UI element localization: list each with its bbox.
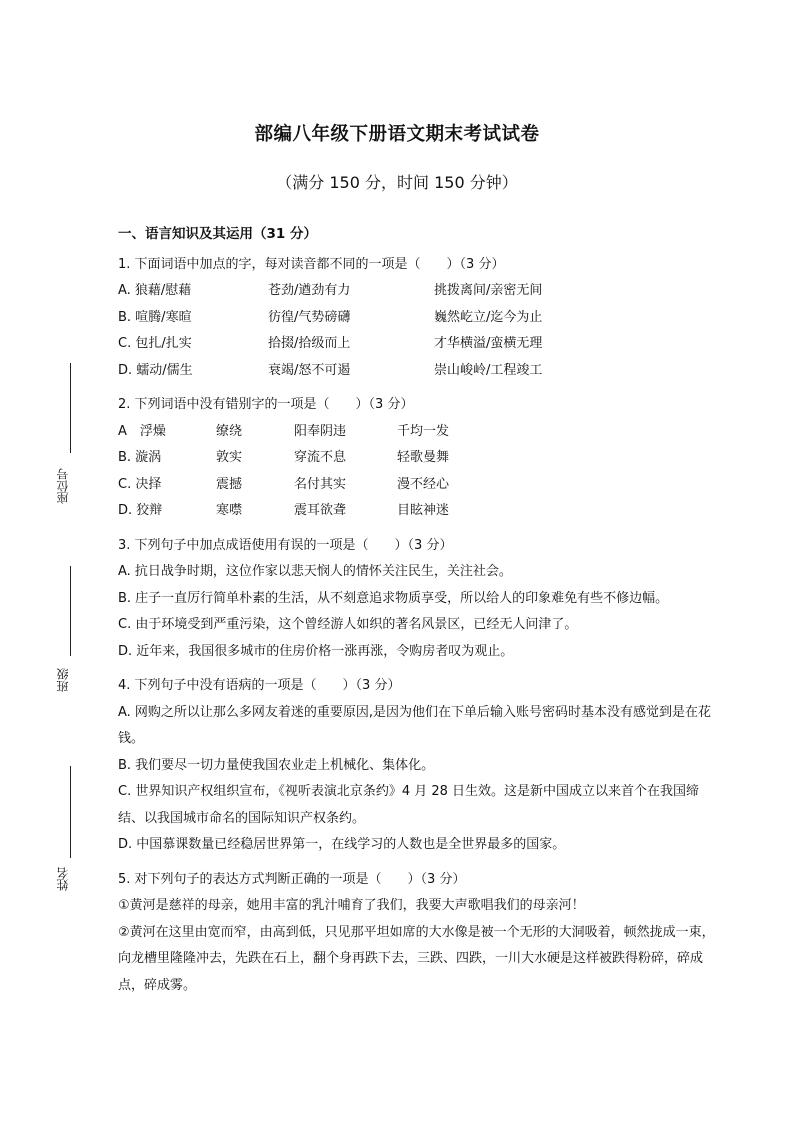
option-cell: 目眩神迷	[397, 503, 450, 518]
option-text: B. 庄子一直厉行简单朴素的生活，从不刻意追求物质享受，所以给人的印象难免有些不修边幅。	[118, 590, 669, 606]
option-cell: D. 蠕动/儒生	[118, 362, 193, 378]
question-stem: 2. 下列词语中没有错别字的一项是（ ）（3 分）	[118, 397, 414, 412]
option-cell: 穿流不息	[294, 450, 347, 465]
question-3	[118, 533, 718, 666]
option-cell: 彷徨/气势磅礴	[268, 309, 351, 325]
option-cell: 寒噤	[216, 503, 243, 518]
page-title: 部编八年级下册语文期末考试试卷	[254, 124, 540, 145]
question-stem: 1. 下面词语中加点的字，每对读音都不同的一项是（ ）（3 分）	[118, 256, 505, 272]
option-row	[118, 331, 718, 358]
option-cell: 名付其实	[294, 476, 347, 492]
question-stem: 5. 对下列句子的表达方式判断正确的一项是（ ）（3 分）	[118, 871, 466, 887]
option-text: B. 我们要尽一切力量使我国农业走上机械化、集体化。	[118, 757, 435, 773]
seat-line	[70, 363, 71, 453]
option-text: C. 世界知识产权组织宣布，《视听表演北京条约》4 月 28 日生效。这是新中国成立以来首个在我国缔结、以我国城市命名的国际知识产权条约。	[118, 784, 700, 826]
sentence-text: ①黄河是慈祥的母亲，她用丰富的乳汁哺育了我们，我要大声歌唱我们的母亲河！	[118, 898, 585, 913]
option-cell: 衰竭/怒不可遏	[268, 362, 351, 378]
class-label: 班级	[56, 668, 70, 692]
option-cell: B. 喧腾/寒暄	[118, 309, 192, 325]
option-row	[118, 498, 718, 525]
question-5	[118, 867, 718, 1000]
name-label: 姓名	[56, 867, 70, 891]
option-cell: 轻歌曼舞	[397, 450, 450, 465]
option-cell: 敦实	[216, 450, 243, 465]
option-cell: A. 狼藉/慰藉	[118, 283, 192, 298]
option-cell: D. 狡辩	[118, 503, 163, 518]
question-4	[118, 673, 718, 859]
page-subtitle: （满分 150 分，时间 150 分钟）	[276, 173, 518, 192]
option-cell: 巍然屹立/迄今为止	[434, 309, 543, 325]
option-cell: 苍劲/遒劲有力	[268, 283, 351, 298]
option-cell: 千均一发	[397, 423, 450, 439]
option-row	[118, 445, 718, 472]
option-cell: C. 决择	[118, 476, 162, 492]
class-line	[70, 566, 71, 656]
question-2	[118, 392, 718, 525]
question-stem: 4. 下列句子中没有语病的一项是（ ）（3 分）	[118, 678, 401, 693]
option-cell: 震撼	[216, 476, 243, 492]
option-cell: B. 漩涡	[118, 450, 162, 465]
option-cell: 阳奉阴违	[294, 423, 347, 439]
question-stem: 3. 下列句子中加点成语使用有误的一项是（ ）（3 分）	[118, 537, 453, 553]
option-row	[118, 472, 718, 499]
option-row	[118, 305, 718, 332]
sentence-text: ②黄河在这里由宽而窄，由高到低，只见那平坦如席的大水像是被一个无形的大洞吸着，顿然拢成一束，向龙槽里隆隆冲去，先跌在石上，翻个身再跌下去，三跌、四跌，一川大水硬是这样被跌得粉碎，碎成点，碎成雾。	[118, 924, 715, 993]
option-text: D. 近年来，我国很多城市的住房价格一涨再涨，令购房者叹为观止。	[118, 643, 514, 659]
option-cell: C. 包扎/扎实	[118, 336, 192, 351]
option-text: D. 中国慕课数量已经稳居世界第一，在线学习的人数也是全世界最多的国家。	[118, 837, 566, 852]
option-cell: 崇山峻岭/工程竣工	[434, 362, 543, 378]
option-text: C. 由于环境受到严重污染，这个曾经游人如织的著名风景区，已经无人问津了。	[118, 617, 578, 632]
option-cell: 漫不经心	[397, 476, 450, 492]
name-line	[70, 766, 71, 858]
exam-content	[118, 221, 718, 999]
option-text: A. 网购之所以让那么多网友着迷的重要原因,是因为他们在下单后输入账号密码时基本没有感觉到是在花钱。	[118, 704, 712, 746]
option-row	[118, 278, 718, 305]
option-cell: 拾掇/拾级而上	[268, 336, 351, 351]
option-cell: 才华横溢/蛮横无理	[434, 336, 543, 351]
question-1	[118, 252, 718, 385]
option-text: A. 抗日战争时期，这位作家以悲天悯人的情怀关注民生，关注社会。	[118, 564, 512, 579]
section-heading: 一、语言知识及其运用（31 分）	[118, 226, 317, 242]
option-row	[118, 358, 718, 385]
option-row	[118, 419, 718, 446]
option-cell: 震耳欲聋	[294, 503, 347, 518]
option-cell: A 浮燥	[118, 423, 166, 439]
option-cell: 缭绕	[216, 423, 243, 439]
seat-label: 座位号	[56, 468, 70, 504]
option-cell: 挑拨离间/亲密无间	[434, 283, 543, 298]
